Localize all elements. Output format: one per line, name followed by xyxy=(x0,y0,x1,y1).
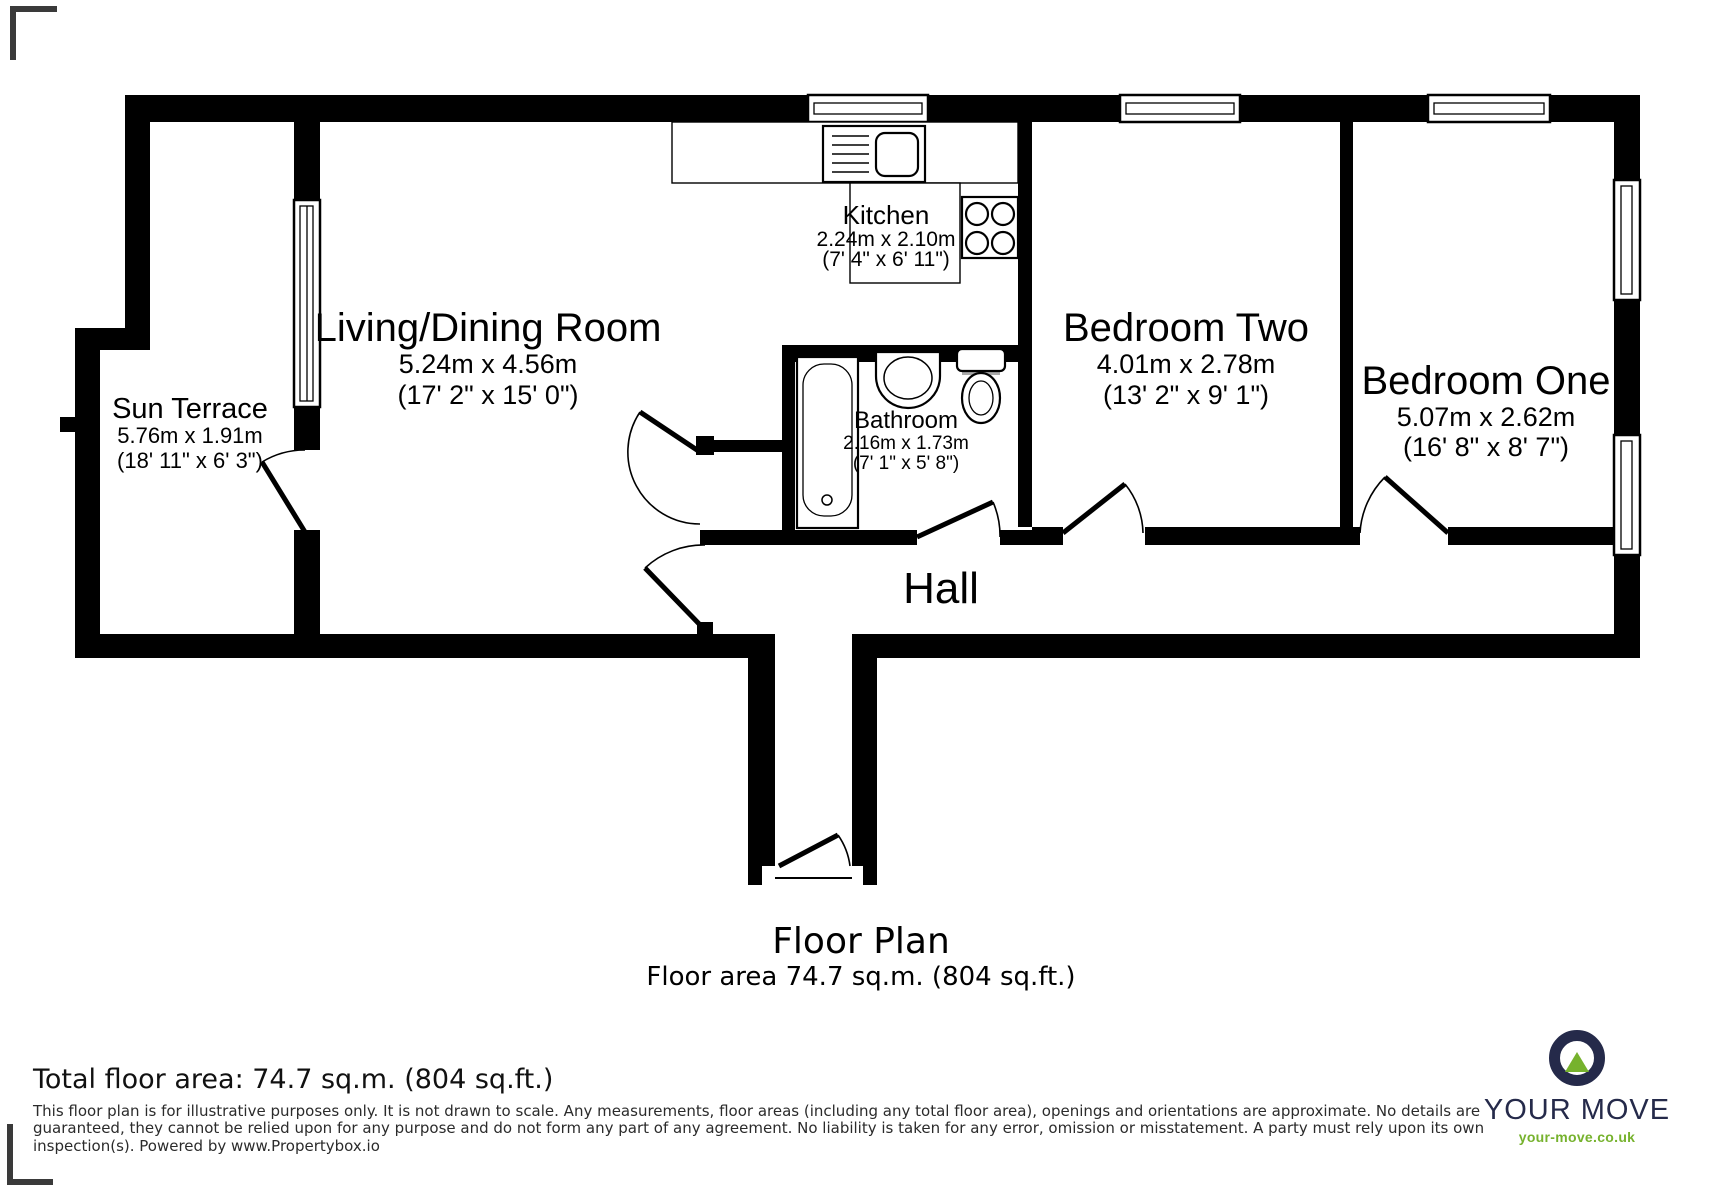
bathroom-door xyxy=(917,502,1000,537)
sun-terrace-metric: 5.76m x 1.91m xyxy=(117,423,263,448)
kitchen-hob xyxy=(962,197,1018,258)
disclaimer-line-3: inspection(s). Powered by www.Propertybox.io xyxy=(33,1136,380,1155)
living-dining-label: Living/Dining Room xyxy=(314,306,662,350)
regmark-bottom-left-v xyxy=(7,1124,13,1185)
disclaimer-line-1: This floor plan is for illustrative purposes only. It is not drawn to scale. Any measurements, floor areas (including any total floor area), openings and orientations are approximate. No details are xyxy=(33,1102,1481,1120)
bathroom-imperial: (7' 1" x 5' 8") xyxy=(852,453,960,474)
bedroom-two-imperial: (13' 2" x 9' 1") xyxy=(1102,380,1270,410)
hall-label: Hall xyxy=(903,564,979,613)
kitchen-imperial: (7' 4" x 6' 11") xyxy=(822,248,950,271)
living-dining-metric: 5.24m x 4.56m xyxy=(398,349,578,379)
bedroom-one-metric: 5.07m x 2.62m xyxy=(1396,402,1576,432)
toilet xyxy=(957,349,1005,423)
bedroom-one-top-window xyxy=(1428,95,1550,122)
bedroom-one-label: Bedroom One xyxy=(1361,359,1611,403)
bedroom-one-imperial: (16' 8" x 8' 7") xyxy=(1402,432,1570,462)
kitchen-window xyxy=(808,95,928,122)
living-room-door-lower xyxy=(645,545,705,630)
room-labels xyxy=(112,200,1610,613)
kitchen-label: Kitchen xyxy=(842,200,930,230)
bedroom-one-right-window-upper xyxy=(1614,180,1640,300)
sun-terrace-label: Sun Terrace xyxy=(112,393,268,425)
bathroom-metric: 2.16m x 1.73m xyxy=(843,433,969,454)
plan-title: Floor Plan xyxy=(772,921,950,962)
your-move-logo xyxy=(1452,1030,1702,1145)
disclaimer-line-2: guaranteed, they cannot be relied upon for any purpose and do not form any part of any agreement. No liability is taken for any error, omission or misstatement. A party must rely upon its own xyxy=(33,1119,1485,1138)
bathroom-label: Bathroom xyxy=(853,407,959,434)
total-floor-area: Total floor area: 74.7 sq.m. (804 sq.ft.) xyxy=(33,1064,554,1095)
plan-floor-area: Floor area 74.7 sq.m. (804 sq.ft.) xyxy=(646,962,1076,992)
logo-ring-icon xyxy=(1549,1030,1605,1086)
bedroom-two-door xyxy=(1063,484,1143,533)
logo-triangle-icon xyxy=(1565,1052,1589,1072)
sun-terrace-window xyxy=(294,200,320,407)
regmark-bottom-left-h xyxy=(7,1179,53,1185)
disclaimer xyxy=(33,1103,1484,1155)
bedroom-two-metric: 4.01m x 2.78m xyxy=(1096,349,1276,379)
sun-terrace-imperial: (18' 11" x 6' 3") xyxy=(117,448,263,473)
bedroom-two-label: Bedroom Two xyxy=(1062,306,1310,350)
entrance-door xyxy=(775,835,852,878)
living-dining-imperial: (17' 2" x 15' 0") xyxy=(397,380,579,410)
kitchen-sink xyxy=(823,126,925,182)
logo-website: your-move.co.uk xyxy=(1518,1129,1636,1145)
living-room-door-upper xyxy=(628,412,700,524)
basin xyxy=(876,352,940,408)
bedroom-one-right-window-lower xyxy=(1614,435,1640,555)
logo-brand-text: YOUR MOVE xyxy=(1483,1094,1671,1126)
bedroom-two-window xyxy=(1120,95,1240,122)
sun-terrace-door xyxy=(262,450,305,532)
bedroom-one-door xyxy=(1360,477,1448,533)
kitchen-metric: 2.24m x 2.10m xyxy=(816,228,956,251)
